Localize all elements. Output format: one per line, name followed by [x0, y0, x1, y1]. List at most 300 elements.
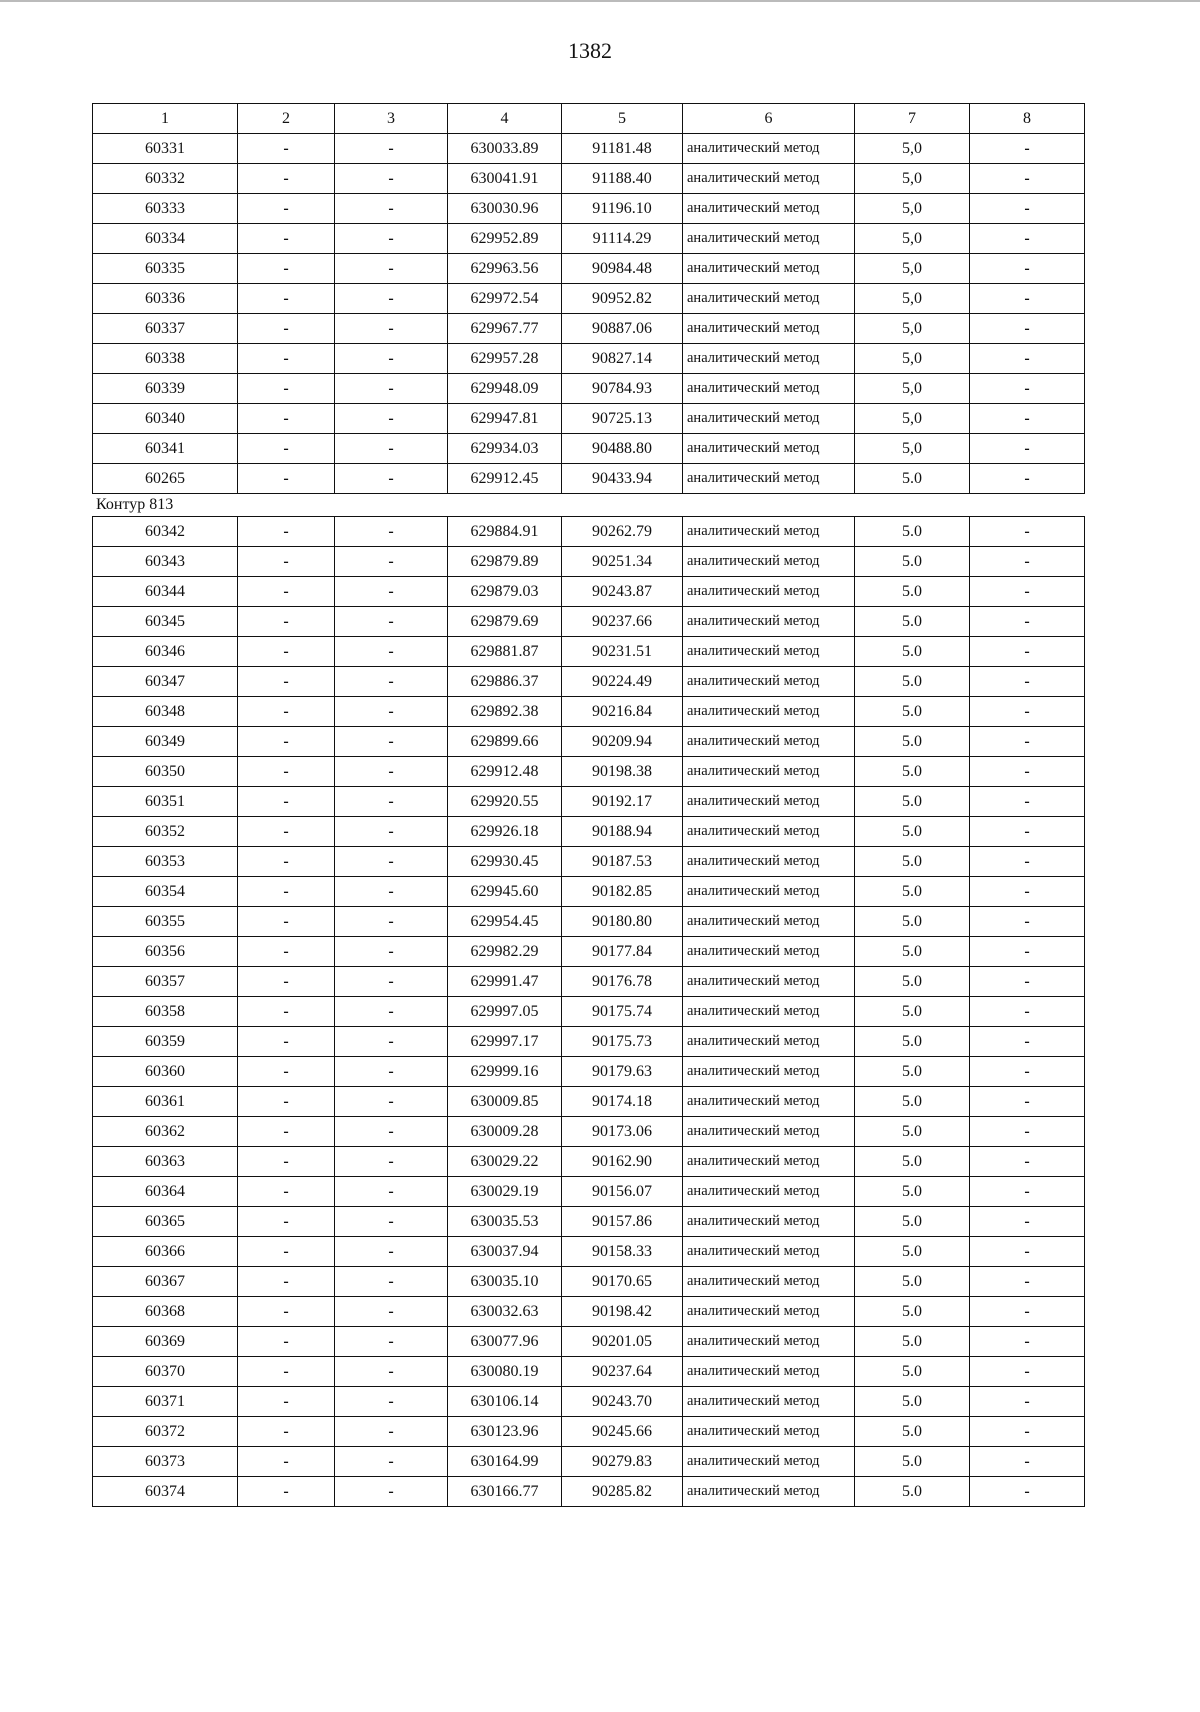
- method-cell: аналитический метод: [683, 727, 855, 757]
- col3-cell: -: [335, 697, 448, 727]
- col8-cell: -: [970, 1177, 1085, 1207]
- col3-cell: -: [335, 1267, 448, 1297]
- method-cell: аналитический метод: [683, 967, 855, 997]
- x-coordinate-cell: 629957.28: [448, 344, 562, 374]
- column-header: 1: [93, 104, 238, 134]
- header-row: [93, 104, 1085, 134]
- y-coordinate-cell: 90175.73: [562, 1027, 683, 1057]
- col2-cell: -: [238, 577, 335, 607]
- point-number-cell: 60370: [93, 1357, 238, 1387]
- col3-cell: -: [335, 877, 448, 907]
- point-number-cell: 60359: [93, 1027, 238, 1057]
- x-coordinate-cell: 629948.09: [448, 374, 562, 404]
- method-cell: аналитический метод: [683, 637, 855, 667]
- table-row: [93, 344, 1085, 374]
- y-coordinate-cell: 90245.66: [562, 1417, 683, 1447]
- point-number-cell: 60356: [93, 937, 238, 967]
- col3-cell: -: [335, 164, 448, 194]
- col3-cell: -: [335, 667, 448, 697]
- col2-cell: -: [238, 344, 335, 374]
- accuracy-cell: 5.0: [855, 1297, 970, 1327]
- table-row: [93, 224, 1085, 254]
- col3-cell: -: [335, 817, 448, 847]
- table-row: [93, 134, 1085, 164]
- method-cell: аналитический метод: [683, 1267, 855, 1297]
- x-coordinate-cell: 629884.91: [448, 517, 562, 547]
- method-cell: аналитический метод: [683, 1357, 855, 1387]
- y-coordinate-cell: 90174.18: [562, 1087, 683, 1117]
- accuracy-cell: 5.0: [855, 1387, 970, 1417]
- col8-cell: -: [970, 1357, 1085, 1387]
- column-header: 4: [448, 104, 562, 134]
- table-row: [93, 1147, 1085, 1177]
- table-row: [93, 607, 1085, 637]
- table-row: [93, 1087, 1085, 1117]
- col3-cell: -: [335, 374, 448, 404]
- page-number: 1382: [568, 38, 612, 63]
- method-cell: аналитический метод: [683, 817, 855, 847]
- column-header: 8: [970, 104, 1085, 134]
- col8-cell: -: [970, 1447, 1085, 1477]
- point-number-cell: 60339: [93, 374, 238, 404]
- method-cell: аналитический метод: [683, 997, 855, 1027]
- col8-cell: -: [970, 374, 1085, 404]
- accuracy-cell: 5.0: [855, 517, 970, 547]
- table-row: [93, 314, 1085, 344]
- col2-cell: -: [238, 254, 335, 284]
- point-number-cell: 60343: [93, 547, 238, 577]
- point-number-cell: 60335: [93, 254, 238, 284]
- accuracy-cell: 5.0: [855, 817, 970, 847]
- accuracy-cell: 5.0: [855, 1057, 970, 1087]
- method-cell: аналитический метод: [683, 164, 855, 194]
- col2-cell: -: [238, 374, 335, 404]
- accuracy-cell: 5,0: [855, 434, 970, 464]
- table-row: [93, 1027, 1085, 1057]
- accuracy-cell: 5,0: [855, 194, 970, 224]
- column-header: 7: [855, 104, 970, 134]
- table-row: [93, 847, 1085, 877]
- y-coordinate-cell: 90237.64: [562, 1357, 683, 1387]
- accuracy-cell: 5.0: [855, 547, 970, 577]
- x-coordinate-cell: 629945.60: [448, 877, 562, 907]
- method-cell: аналитический метод: [683, 344, 855, 374]
- x-coordinate-cell: 629899.66: [448, 727, 562, 757]
- method-cell: аналитический метод: [683, 194, 855, 224]
- col8-cell: -: [970, 1327, 1085, 1357]
- table-row: [93, 194, 1085, 224]
- col3-cell: -: [335, 194, 448, 224]
- method-cell: аналитический метод: [683, 1147, 855, 1177]
- table-row: [93, 284, 1085, 314]
- y-coordinate-cell: 90209.94: [562, 727, 683, 757]
- col8-cell: -: [970, 907, 1085, 937]
- accuracy-cell: 5.0: [855, 667, 970, 697]
- method-cell: аналитический метод: [683, 314, 855, 344]
- table-row: [93, 727, 1085, 757]
- method-cell: аналитический метод: [683, 1387, 855, 1417]
- col2-cell: -: [238, 967, 335, 997]
- y-coordinate-cell: 90243.87: [562, 577, 683, 607]
- col2-cell: -: [238, 667, 335, 697]
- point-number-cell: 60342: [93, 517, 238, 547]
- y-coordinate-cell: 90279.83: [562, 1447, 683, 1477]
- method-cell: аналитический метод: [683, 404, 855, 434]
- col8-cell: -: [970, 1147, 1085, 1177]
- col2-cell: -: [238, 787, 335, 817]
- col8-cell: -: [970, 284, 1085, 314]
- x-coordinate-cell: 630033.89: [448, 134, 562, 164]
- x-coordinate-cell: 630009.85: [448, 1087, 562, 1117]
- method-cell: аналитический метод: [683, 547, 855, 577]
- y-coordinate-cell: 90162.90: [562, 1147, 683, 1177]
- table-row: [93, 667, 1085, 697]
- point-number-cell: 60354: [93, 877, 238, 907]
- col8-cell: -: [970, 1387, 1085, 1417]
- method-cell: аналитический метод: [683, 847, 855, 877]
- point-number-cell: 60350: [93, 757, 238, 787]
- y-coordinate-cell: 90201.05: [562, 1327, 683, 1357]
- col3-cell: -: [335, 1357, 448, 1387]
- col8-cell: -: [970, 847, 1085, 877]
- accuracy-cell: 5.0: [855, 1147, 970, 1177]
- method-cell: аналитический метод: [683, 877, 855, 907]
- y-coordinate-cell: 90952.82: [562, 284, 683, 314]
- col8-cell: -: [970, 1267, 1085, 1297]
- point-number-cell: 60336: [93, 284, 238, 314]
- point-number-cell: 60363: [93, 1147, 238, 1177]
- point-number-cell: 60340: [93, 404, 238, 434]
- table-row: [93, 817, 1085, 847]
- col8-cell: -: [970, 637, 1085, 667]
- table-row: [93, 1057, 1085, 1087]
- table-row: [93, 1327, 1085, 1357]
- point-number-cell: 60347: [93, 667, 238, 697]
- col8-cell: -: [970, 697, 1085, 727]
- method-cell: аналитический метод: [683, 1447, 855, 1477]
- col2-cell: -: [238, 1267, 335, 1297]
- accuracy-cell: 5.0: [855, 727, 970, 757]
- accuracy-cell: 5.0: [855, 637, 970, 667]
- x-coordinate-cell: 629963.56: [448, 254, 562, 284]
- y-coordinate-cell: 90198.42: [562, 1297, 683, 1327]
- accuracy-cell: 5.0: [855, 937, 970, 967]
- y-coordinate-cell: 90433.94: [562, 464, 683, 494]
- point-number-cell: 60349: [93, 727, 238, 757]
- y-coordinate-cell: 90175.74: [562, 997, 683, 1027]
- col2-cell: -: [238, 284, 335, 314]
- col8-cell: -: [970, 314, 1085, 344]
- x-coordinate-cell: 629999.16: [448, 1057, 562, 1087]
- method-cell: аналитический метод: [683, 1477, 855, 1507]
- col8-cell: -: [970, 1027, 1085, 1057]
- y-coordinate-cell: 90188.94: [562, 817, 683, 847]
- y-coordinate-cell: 90488.80: [562, 434, 683, 464]
- x-coordinate-cell: 629920.55: [448, 787, 562, 817]
- col3-cell: -: [335, 967, 448, 997]
- method-cell: аналитический метод: [683, 374, 855, 404]
- point-number-cell: 60357: [93, 967, 238, 997]
- x-coordinate-cell: 629912.45: [448, 464, 562, 494]
- col8-cell: -: [970, 1087, 1085, 1117]
- col8-cell: -: [970, 757, 1085, 787]
- point-number-cell: 60352: [93, 817, 238, 847]
- col8-cell: -: [970, 344, 1085, 374]
- x-coordinate-cell: 629879.03: [448, 577, 562, 607]
- y-coordinate-cell: 90182.85: [562, 877, 683, 907]
- x-coordinate-cell: 630080.19: [448, 1357, 562, 1387]
- col2-cell: -: [238, 877, 335, 907]
- accuracy-cell: 5.0: [855, 577, 970, 607]
- point-number-cell: 60346: [93, 637, 238, 667]
- col3-cell: -: [335, 637, 448, 667]
- col3-cell: -: [335, 517, 448, 547]
- y-coordinate-cell: 90216.84: [562, 697, 683, 727]
- col2-cell: -: [238, 1447, 335, 1477]
- accuracy-cell: 5,0: [855, 404, 970, 434]
- point-number-cell: 60351: [93, 787, 238, 817]
- x-coordinate-cell: 629991.47: [448, 967, 562, 997]
- table-row: [93, 1177, 1085, 1207]
- accuracy-cell: 5.0: [855, 1327, 970, 1357]
- col8-cell: -: [970, 1237, 1085, 1267]
- x-coordinate-cell: 630164.99: [448, 1447, 562, 1477]
- col2-cell: -: [238, 727, 335, 757]
- x-coordinate-cell: 630029.22: [448, 1147, 562, 1177]
- col8-cell: -: [970, 464, 1085, 494]
- col2-cell: -: [238, 637, 335, 667]
- method-cell: аналитический метод: [683, 1027, 855, 1057]
- col3-cell: -: [335, 1327, 448, 1357]
- col3-cell: -: [335, 727, 448, 757]
- col2-cell: -: [238, 607, 335, 637]
- col3-cell: -: [335, 787, 448, 817]
- x-coordinate-cell: 629982.29: [448, 937, 562, 967]
- col8-cell: -: [970, 1117, 1085, 1147]
- method-cell: аналитический метод: [683, 224, 855, 254]
- y-coordinate-cell: 90179.63: [562, 1057, 683, 1087]
- col2-cell: -: [238, 1117, 335, 1147]
- x-coordinate-cell: 630032.63: [448, 1297, 562, 1327]
- y-coordinate-cell: 90243.70: [562, 1387, 683, 1417]
- x-coordinate-cell: 629952.89: [448, 224, 562, 254]
- x-coordinate-cell: 630035.10: [448, 1267, 562, 1297]
- accuracy-cell: 5,0: [855, 254, 970, 284]
- x-coordinate-cell: 629892.38: [448, 697, 562, 727]
- col2-cell: -: [238, 817, 335, 847]
- col2-cell: -: [238, 1357, 335, 1387]
- col2-cell: -: [238, 1387, 335, 1417]
- y-coordinate-cell: 90725.13: [562, 404, 683, 434]
- point-number-cell: 60337: [93, 314, 238, 344]
- col3-cell: -: [335, 1447, 448, 1477]
- column-header: 3: [335, 104, 448, 134]
- table-row: [93, 1447, 1085, 1477]
- table-row: [93, 907, 1085, 937]
- table-row: [93, 937, 1085, 967]
- method-cell: аналитический метод: [683, 254, 855, 284]
- method-cell: аналитический метод: [683, 134, 855, 164]
- table-row: [93, 757, 1085, 787]
- point-number-cell: 60368: [93, 1297, 238, 1327]
- table-row: [93, 637, 1085, 667]
- y-coordinate-cell: 90157.86: [562, 1207, 683, 1237]
- y-coordinate-cell: 90176.78: [562, 967, 683, 997]
- x-coordinate-cell: 629879.69: [448, 607, 562, 637]
- accuracy-cell: 5.0: [855, 1177, 970, 1207]
- accuracy-cell: 5.0: [855, 1027, 970, 1057]
- y-coordinate-cell: 90180.80: [562, 907, 683, 937]
- y-coordinate-cell: 90156.07: [562, 1177, 683, 1207]
- col2-cell: -: [238, 1297, 335, 1327]
- col8-cell: -: [970, 1207, 1085, 1237]
- accuracy-cell: 5.0: [855, 847, 970, 877]
- x-coordinate-cell: 630029.19: [448, 1177, 562, 1207]
- point-number-cell: 60331: [93, 134, 238, 164]
- col3-cell: -: [335, 1417, 448, 1447]
- accuracy-cell: 5.0: [855, 1087, 970, 1117]
- col3-cell: -: [335, 1237, 448, 1267]
- x-coordinate-cell: 629934.03: [448, 434, 562, 464]
- y-coordinate-cell: 90285.82: [562, 1477, 683, 1507]
- method-cell: аналитический метод: [683, 464, 855, 494]
- col3-cell: -: [335, 434, 448, 464]
- col2-cell: -: [238, 757, 335, 787]
- col2-cell: -: [238, 1087, 335, 1117]
- table-row: [93, 967, 1085, 997]
- col8-cell: -: [970, 877, 1085, 907]
- point-number-cell: 60374: [93, 1477, 238, 1507]
- x-coordinate-cell: 630123.96: [448, 1417, 562, 1447]
- col8-cell: -: [970, 1057, 1085, 1087]
- accuracy-cell: 5,0: [855, 344, 970, 374]
- table-row: [93, 434, 1085, 464]
- col2-cell: -: [238, 134, 335, 164]
- x-coordinate-cell: 630077.96: [448, 1327, 562, 1357]
- table-row: [93, 1207, 1085, 1237]
- table-row: [93, 374, 1085, 404]
- x-coordinate-cell: 630009.28: [448, 1117, 562, 1147]
- accuracy-cell: 5.0: [855, 997, 970, 1027]
- col8-cell: -: [970, 224, 1085, 254]
- col3-cell: -: [335, 314, 448, 344]
- col3-cell: -: [335, 907, 448, 937]
- accuracy-cell: 5,0: [855, 224, 970, 254]
- x-coordinate-cell: 629954.45: [448, 907, 562, 937]
- method-cell: аналитический метод: [683, 284, 855, 314]
- col3-cell: -: [335, 404, 448, 434]
- x-coordinate-cell: 630166.77: [448, 1477, 562, 1507]
- col2-cell: -: [238, 164, 335, 194]
- point-number-cell: 60364: [93, 1177, 238, 1207]
- table-row: [93, 1237, 1085, 1267]
- method-cell: аналитический метод: [683, 517, 855, 547]
- y-coordinate-cell: 90158.33: [562, 1237, 683, 1267]
- y-coordinate-cell: 90224.49: [562, 667, 683, 697]
- y-coordinate-cell: 90251.34: [562, 547, 683, 577]
- accuracy-cell: 5.0: [855, 967, 970, 997]
- col8-cell: -: [970, 434, 1085, 464]
- table-row: [93, 1297, 1085, 1327]
- accuracy-cell: 5.0: [855, 464, 970, 494]
- y-coordinate-cell: 91196.10: [562, 194, 683, 224]
- point-number-cell: 60344: [93, 577, 238, 607]
- point-number-cell: 60355: [93, 907, 238, 937]
- point-number-cell: 60365: [93, 1207, 238, 1237]
- y-coordinate-cell: 90887.06: [562, 314, 683, 344]
- method-cell: аналитический метод: [683, 1237, 855, 1267]
- point-number-cell: 60358: [93, 997, 238, 1027]
- accuracy-cell: 5.0: [855, 1447, 970, 1477]
- col3-cell: -: [335, 1207, 448, 1237]
- accuracy-cell: 5.0: [855, 1477, 970, 1507]
- method-cell: аналитический метод: [683, 1177, 855, 1207]
- point-number-cell: 60345: [93, 607, 238, 637]
- point-number-cell: 60369: [93, 1327, 238, 1357]
- col2-cell: -: [238, 224, 335, 254]
- col3-cell: -: [335, 1117, 448, 1147]
- col2-cell: -: [238, 1207, 335, 1237]
- point-number-cell: 60353: [93, 847, 238, 877]
- accuracy-cell: 5,0: [855, 134, 970, 164]
- x-coordinate-cell: 630041.91: [448, 164, 562, 194]
- point-number-cell: 60332: [93, 164, 238, 194]
- col8-cell: -: [970, 517, 1085, 547]
- y-coordinate-cell: 90784.93: [562, 374, 683, 404]
- col2-cell: -: [238, 434, 335, 464]
- col2-cell: -: [238, 937, 335, 967]
- col2-cell: -: [238, 1027, 335, 1057]
- x-coordinate-cell: 629926.18: [448, 817, 562, 847]
- col8-cell: -: [970, 997, 1085, 1027]
- col8-cell: -: [970, 1477, 1085, 1507]
- col8-cell: -: [970, 967, 1085, 997]
- col3-cell: -: [335, 1477, 448, 1507]
- col2-cell: -: [238, 547, 335, 577]
- col2-cell: -: [238, 1327, 335, 1357]
- col8-cell: -: [970, 254, 1085, 284]
- x-coordinate-cell: 629881.87: [448, 637, 562, 667]
- accuracy-cell: 5.0: [855, 1267, 970, 1297]
- table-row: [93, 1117, 1085, 1147]
- col2-cell: -: [238, 464, 335, 494]
- accuracy-cell: 5,0: [855, 314, 970, 344]
- col3-cell: -: [335, 1087, 448, 1117]
- col2-cell: -: [238, 997, 335, 1027]
- col8-cell: -: [970, 194, 1085, 224]
- col3-cell: -: [335, 1387, 448, 1417]
- accuracy-cell: 5,0: [855, 374, 970, 404]
- col3-cell: -: [335, 937, 448, 967]
- y-coordinate-cell: 90177.84: [562, 937, 683, 967]
- col8-cell: -: [970, 937, 1085, 967]
- x-coordinate-cell: 629886.37: [448, 667, 562, 697]
- column-header: 2: [238, 104, 335, 134]
- method-cell: аналитический метод: [683, 667, 855, 697]
- point-number-cell: 60348: [93, 697, 238, 727]
- col8-cell: -: [970, 1417, 1085, 1447]
- accuracy-cell: 5.0: [855, 1417, 970, 1447]
- table-row: [93, 517, 1085, 547]
- method-cell: аналитический метод: [683, 907, 855, 937]
- accuracy-cell: 5.0: [855, 1237, 970, 1267]
- y-coordinate-cell: 90231.51: [562, 637, 683, 667]
- col8-cell: -: [970, 667, 1085, 697]
- col8-cell: -: [970, 577, 1085, 607]
- col2-cell: -: [238, 1477, 335, 1507]
- method-cell: аналитический метод: [683, 1417, 855, 1447]
- x-coordinate-cell: 629997.05: [448, 997, 562, 1027]
